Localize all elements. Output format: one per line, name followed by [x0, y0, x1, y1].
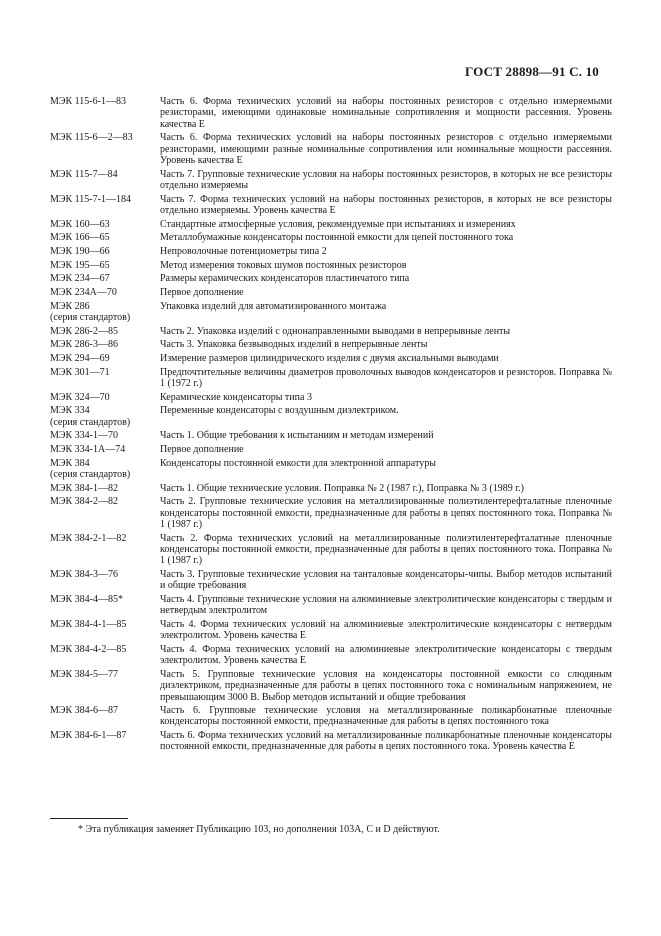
- standard-code: [50, 367, 160, 390]
- standard-description: Часть 4. Групповые технические условия на алюминиевые электролитические конденсаторы с твердым и нетвердым электролитом: [160, 593, 612, 617]
- standard-description: Часть 6. Форма технических условий на металлизированные поликарбонатные пленочные конденсаторы постоянной емкости, предназначенные для работы в цепях постоянного тока. Уровень качества Е: [160, 730, 612, 753]
- reference-entry: [50, 483, 612, 494]
- reference-entry: [50, 669, 612, 703]
- standard-description: Конденсаторы постоянной емкости для электронной аппаратуры: [160, 457, 436, 469]
- standard-code: [50, 405, 160, 428]
- reference-entry: [50, 430, 612, 441]
- standard-code-number: МЭК 384-4-1—85: [50, 618, 127, 630]
- footnote-divider: [50, 818, 128, 819]
- standard-description: Первое дополнение: [160, 444, 244, 456]
- standard-code: [50, 392, 160, 403]
- reference-entry: [50, 569, 612, 592]
- standard-code: [50, 232, 160, 243]
- standard-code-number: МЭК 115-7—84: [50, 168, 118, 180]
- standard-code: [50, 644, 160, 667]
- reference-entry: [50, 353, 612, 364]
- standard-code-number: МЭК 384-2-1—82: [50, 532, 127, 544]
- standard-code: [50, 96, 160, 130]
- standard-code-number: МЭК 301—71: [50, 366, 110, 378]
- reference-entry: [50, 458, 612, 481]
- reference-entry: [50, 169, 612, 192]
- reference-list: [50, 96, 612, 755]
- standard-series-note: (серия стандартов): [50, 311, 131, 323]
- reference-entry: [50, 219, 612, 230]
- standard-description: Первое дополнение: [160, 286, 244, 298]
- reference-entry: [50, 705, 612, 728]
- standard-code: [50, 353, 160, 364]
- standard-code: [50, 496, 160, 530]
- reference-entry: [50, 594, 612, 617]
- standard-description: Часть 7. Групповые технические условия на наборы постоянных резисторов, в которых не все резисторы отдельно измеряемы: [160, 168, 612, 191]
- reference-entry: [50, 132, 612, 166]
- standard-code: [50, 533, 160, 567]
- reference-entry: [50, 533, 612, 567]
- standard-description: Упаковка изделий для автоматизированного монтажа: [160, 300, 387, 312]
- standard-code: [50, 339, 160, 350]
- standard-description: Метод измерения токовых шумов постоянных резисторов: [160, 259, 407, 271]
- footnote: * Эта публикация заменяет Публикацию 103, но дополнения 103А, С и D действуют.: [78, 824, 440, 835]
- standard-description: Переменные конденсаторы с воздушным диэлектриком.: [160, 405, 399, 417]
- reference-entry: [50, 260, 612, 271]
- standard-code-number: МЭК 286: [50, 300, 90, 312]
- standard-description: Часть 6. Форма технических условий на наборы постоянных резисторов с отдельно измеряемыми резисторами, имеющими разные номинальные сопротивления или номинальные мощности рассеяния. Уровень качества Е: [160, 132, 612, 166]
- standard-code-number: МЭК 294—69: [50, 353, 110, 365]
- standard-description: Часть 6. Групповые технические условия на металлизированные поликарбонатные пленочные конденсаторы постоянной емкости, предназначенные для работы в цепях постоянного тока: [160, 705, 612, 728]
- standard-code-number: МЭК 334-1—70: [50, 430, 118, 442]
- standard-code: [50, 569, 160, 592]
- standard-code: [50, 483, 160, 494]
- standard-code: [50, 326, 160, 337]
- reference-entry: [50, 273, 612, 284]
- standard-description: Непроволочные потенциометры типа 2: [160, 245, 327, 257]
- reference-entry: [50, 339, 612, 350]
- standard-code-number: МЭК 160—63: [50, 218, 110, 230]
- reference-entry: [50, 301, 612, 324]
- page-header: ГОСТ 28898—91 С. 10: [465, 64, 599, 79]
- standard-code: [50, 260, 160, 271]
- standard-code-number: МЭК 234—67: [50, 273, 110, 285]
- reference-entry: [50, 194, 612, 217]
- standard-code-number: МЭК 166—65: [50, 232, 110, 244]
- standard-code: [50, 273, 160, 284]
- reference-entry: [50, 730, 612, 753]
- standard-description: Часть 7. Форма технических условий на наборы постоянных резисторов, в которых не все резисторы отдельно измеряемы. Уровень качества Е: [160, 193, 612, 216]
- standard-code: [50, 287, 160, 298]
- standard-code: [50, 430, 160, 441]
- standard-code-number: МЭК 384-4—85*: [50, 593, 123, 605]
- standard-code: [50, 132, 160, 166]
- standard-code: [50, 730, 160, 753]
- standard-code-number: МЭК 384-6—87: [50, 705, 118, 717]
- standard-description: Часть 1. Общие требования к испытаниям и методам измерений: [160, 430, 434, 442]
- standard-code-number: МЭК 334: [50, 405, 90, 417]
- reference-entry: [50, 232, 612, 243]
- standard-code: [50, 219, 160, 230]
- standard-code: [50, 246, 160, 257]
- standard-description: Часть 3. Групповые технические условия на танталовые конденсаторы-чипы. Выбор методов испытаний и общие требования: [160, 568, 612, 592]
- standard-description: Часть 3. Упаковка безвыводных изделий в непрерывные ленты: [160, 339, 428, 351]
- standard-code-number: МЭК 384-1—82: [50, 482, 118, 494]
- standard-code-number: МЭК 115-6—2—83: [50, 132, 133, 144]
- standard-code-number: МЭК 195—65: [50, 259, 110, 271]
- standard-code: [50, 444, 160, 455]
- reference-entry: [50, 644, 612, 667]
- standard-series-note: (серия стандартов): [50, 469, 131, 481]
- standard-code-number: МЭК 334-1А—74: [50, 444, 126, 456]
- standard-code: [50, 301, 160, 324]
- standard-code: [50, 705, 160, 728]
- standard-code: [50, 669, 160, 703]
- reference-entry: [50, 246, 612, 257]
- standard-code-number: МЭК 286-3—86: [50, 339, 118, 351]
- standard-code: [50, 169, 160, 192]
- standard-code-number: МЭК 115-7-1—184: [50, 193, 131, 205]
- reference-entry: [50, 367, 612, 390]
- standard-code-number: МЭК 384: [50, 457, 90, 469]
- standard-description: Часть 6. Форма технических условий на наборы постоянных резисторов с отдельно измеряемыми резисторами, имеющими одинаковые номинальные сопротивления и мощности рассеяния. Уровень качества Е: [160, 96, 612, 130]
- reference-entry: [50, 96, 612, 130]
- standard-code-number: МЭК 324—70: [50, 391, 110, 403]
- standard-description: Металлобумажные конденсаторы постоянной емкости для цепей постоянного тока: [160, 232, 514, 244]
- standard-description: Часть 2. Упаковка изделий с однонаправленными выводами в непрерывные ленты: [160, 325, 511, 337]
- standard-code-number: МЭК 384-6-1—87: [50, 730, 127, 742]
- standard-code-number: МЭК 384-3—76: [50, 568, 118, 580]
- standard-code-number: МЭК 190—66: [50, 245, 110, 257]
- standard-description: Стандартные атмосферные условия, рекомендуемые при испытаниях и измерениях: [160, 218, 516, 230]
- reference-entry: [50, 619, 612, 642]
- reference-entry: [50, 496, 612, 530]
- standard-code-number: МЭК 286-2—85: [50, 325, 118, 337]
- standard-code: [50, 619, 160, 642]
- standard-description: Часть 2. Групповые технические условия на металлизированные полиэтилентерефталатные пленочные конденсаторы постоянной емкости, предназначенные для работы в цепях постоянного тока. Поправка № 1 (1987 г.): [160, 496, 612, 530]
- standard-code-number: МЭК 384-5—77: [50, 668, 118, 680]
- reference-entry: [50, 326, 612, 337]
- standard-description: Часть 5. Групповые технические условия на конденсаторы постоянной емкости со слюдяным диэлектриком, предназначенные для работы в цепях постоянного тока с номинальным напряжением, не превышающим 3000 В. Выбор методов испытаний и общие требования: [160, 668, 612, 703]
- standard-description: Часть 4. Форма технических условий на алюминиевые электролитические конденсаторы с нетвердым электролитом. Уровень качества Е: [160, 618, 612, 642]
- standard-code-number: МЭК 384-4-2—85: [50, 643, 127, 655]
- reference-entry: [50, 405, 612, 428]
- standard-code: [50, 594, 160, 617]
- standard-series-note: (серия стандартов): [50, 416, 131, 428]
- standard-code-number: МЭК 234А—70: [50, 286, 117, 298]
- standard-code: [50, 458, 160, 481]
- standard-description: Часть 2. Форма технических условий на металлизированные полиэтилентерефталатные пленочные конденсаторы постоянной емкости, предназначенные для работы в цепях постоянного тока. Поправка № 1 (1987 г.): [160, 532, 612, 567]
- standard-code: [50, 194, 160, 217]
- standard-description: Размеры керамических конденсаторов пластинчатого типа: [160, 273, 410, 285]
- standard-description: Измерение размеров цилиндрического изделия с двумя аксиальными выводами: [160, 353, 499, 365]
- standard-description: Керамические конденсаторы типа 3: [160, 391, 312, 403]
- standard-description: Часть 1. Общие технические условия. Поправка № 2 (1987 г.), Поправка № 3 (1989 г.): [160, 482, 524, 494]
- standard-code-number: МЭК 384-2—82: [50, 496, 118, 508]
- reference-entry: [50, 444, 612, 455]
- standard-description: Часть 4. Форма технических условий на алюминиевые электролитические конденсаторы с твердым электролитом. Уровень качества Е: [160, 643, 612, 667]
- reference-entry: [50, 287, 612, 298]
- reference-entry: [50, 392, 612, 403]
- standard-code-number: МЭК 115-6-1—83: [50, 96, 126, 107]
- standard-description: Предпочтительные величины диаметров проволочных выводов конденсаторов и резисторов. Поправка № 1 (1972 г.): [160, 366, 612, 389]
